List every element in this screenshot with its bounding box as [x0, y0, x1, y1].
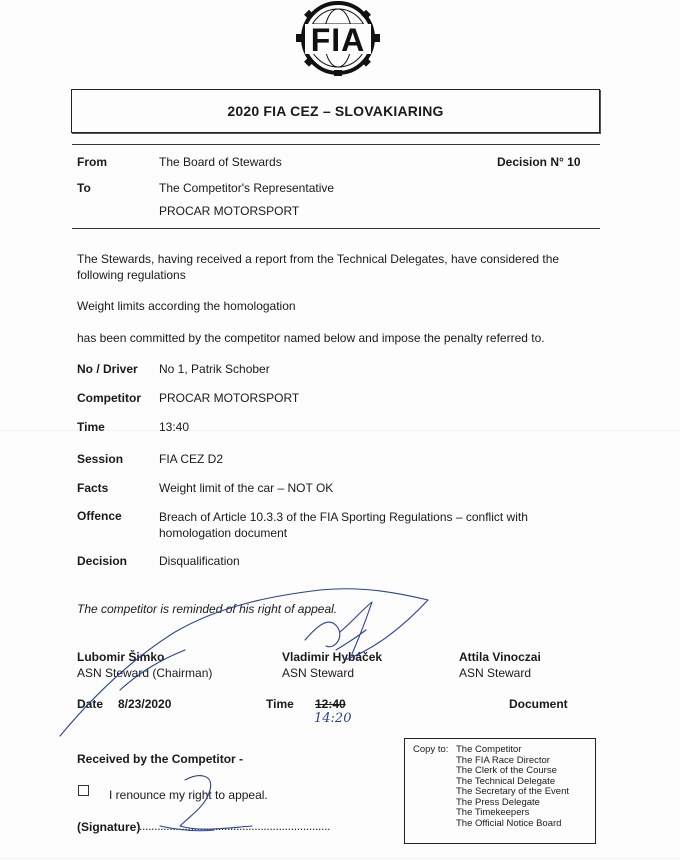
copy-recipient: The Timekeepers: [456, 807, 530, 818]
steward-role: ASN Steward (Chairman): [77, 666, 213, 680]
field-value-facts: Weight limit of the car – NOT OK: [159, 481, 334, 495]
field-label-competitor: Competitor: [77, 391, 141, 405]
to-value-team: PROCAR MOTORSPORT: [159, 204, 300, 218]
copy-recipient: The Technical Delegate: [456, 775, 556, 787]
committed-statement: has been committed by the competitor named below and impose the penalty referred to.: [77, 331, 545, 345]
svg-text:FIA: FIA: [310, 22, 366, 58]
date-label: Date: [77, 697, 104, 711]
signature-label: (Signature): [77, 820, 141, 834]
field-value-offence: Breach of Article 10.3.3 of the FIA Sporting Regulations – conflict with homologation document: [159, 510, 528, 540]
document-label: Document: [509, 697, 568, 711]
handwritten-time: 14:20: [314, 711, 352, 726]
field-label-driver: No / Driver: [77, 362, 138, 376]
renounce-text: I renounce my right to appeal.: [109, 788, 268, 802]
steward-name: Attila Vinoczai: [459, 650, 541, 664]
steward-name: Lubomir Šimko: [77, 650, 165, 664]
field-value-driver: No 1, Patrik Schober: [159, 362, 270, 376]
field-label-facts: Facts: [77, 481, 109, 495]
appeal-notice: The competitor is reminded of his right of appeal.: [77, 602, 338, 616]
field-value-session: FIA CEZ D2: [159, 452, 224, 466]
date-value: 8/23/2020: [118, 697, 172, 711]
copy-recipient: The Competitor: [456, 744, 522, 755]
to-value: The Competitor's Representative: [159, 181, 335, 195]
from-label: From: [77, 155, 107, 169]
copy-to-label: Copy to:: [413, 744, 449, 755]
received-label: Received by the Competitor -: [77, 752, 244, 766]
decision-number: Decision N° 10: [497, 155, 581, 169]
field-label-decision: Decision: [77, 554, 128, 568]
regulation-subject: Weight limits according the homologation: [77, 299, 296, 313]
steward-role: ASN Steward: [459, 666, 532, 680]
field-label-offence: Offence: [77, 509, 122, 523]
field-label-time: Time: [77, 420, 105, 434]
copy-recipient: The Press Delegate: [456, 796, 540, 808]
copy-recipient: The Official Notice Board: [456, 817, 562, 829]
steward-name: Vladimir Hybáček: [282, 650, 383, 664]
field-value-decision: Disqualification: [159, 554, 240, 568]
field-value-competitor: PROCAR MOTORSPORT: [159, 391, 300, 405]
copy-recipient: The Secretary of the Event: [456, 786, 570, 797]
field-label-session: Session: [77, 452, 124, 466]
time-label: Time: [266, 697, 294, 711]
to-label: To: [77, 181, 91, 195]
field-value-time: 13:40: [159, 420, 190, 434]
from-value: The Board of Stewards: [159, 155, 282, 169]
copy-recipient: The FIA Race Director: [456, 754, 550, 766]
intro-paragraph: The Stewards, having received a report from the Technical Delegates, have considered the following regulations: [77, 252, 560, 282]
time-value: 12:40: [315, 697, 346, 711]
page-title: 2020 FIA CEZ – SLOVAKIARING: [227, 103, 444, 119]
copy-recipient: The Clerk of the Course: [456, 765, 557, 776]
steward-role: ASN Steward: [282, 666, 355, 680]
signature-line[interactable]: ...............................................................: [139, 819, 331, 833]
